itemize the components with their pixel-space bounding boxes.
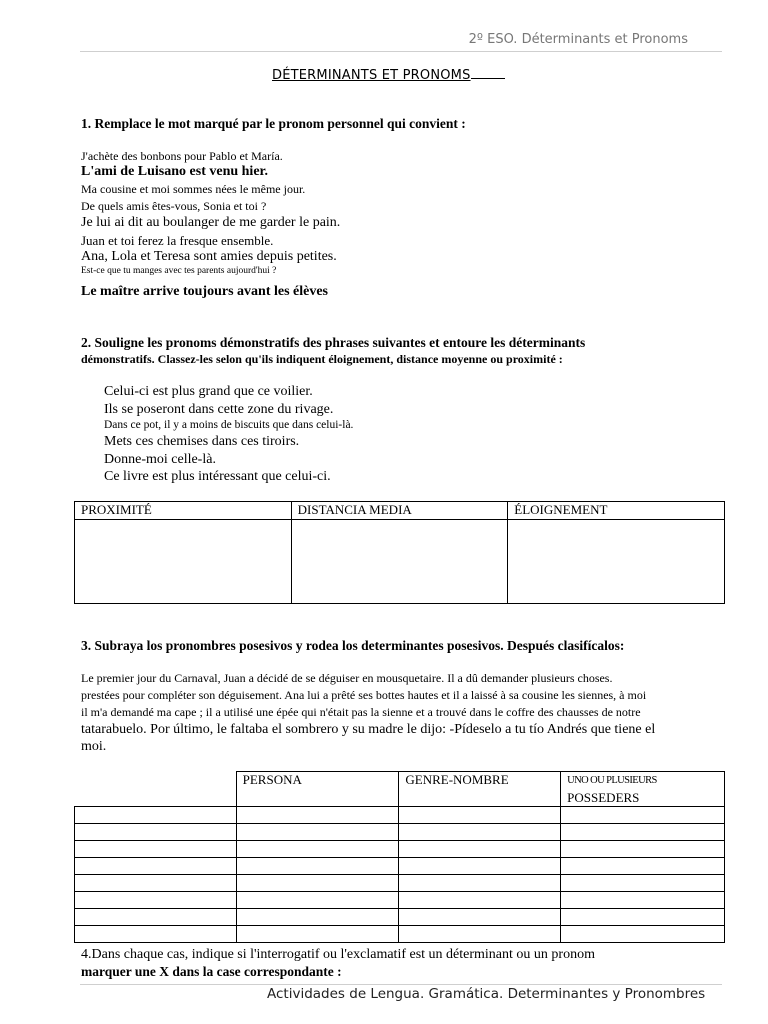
table-cell[interactable] bbox=[561, 926, 725, 943]
demonstratives-answer-row bbox=[75, 520, 725, 604]
table-cell[interactable] bbox=[399, 875, 561, 892]
s3-paragraph-line-3: il m'a demandé ma cape ; il a utilisé une épée qui n'était pas la sienne et a trouvé dans le coffre des chausses de notre bbox=[81, 705, 641, 719]
s1-sentence-7: Ana, Lola et Teresa sont amies depuis petites. bbox=[81, 249, 337, 264]
table-cell[interactable] bbox=[236, 892, 399, 909]
table-cell[interactable] bbox=[236, 807, 399, 824]
header-text: 2º ESO. Déterminants et Pronoms bbox=[468, 32, 688, 47]
table-cell[interactable] bbox=[561, 858, 725, 875]
table-cell[interactable] bbox=[236, 841, 399, 858]
s3-paragraph-line-5: moi. bbox=[81, 739, 107, 754]
title-underline bbox=[471, 67, 505, 79]
answer-cell-eloignement[interactable] bbox=[508, 520, 725, 604]
section2-question-cont: démonstratifs. Classez-les selon qu'ils indiquent éloignement, distance moyenne ou proximité : bbox=[81, 352, 563, 366]
table-cell[interactable] bbox=[75, 824, 237, 841]
demonstratives-header-row bbox=[75, 502, 725, 520]
s1-sentence-8: Est-ce que tu manges avec tes parents aujourd'hui ? bbox=[81, 266, 277, 276]
table-cell[interactable] bbox=[236, 858, 399, 875]
header-uno-ou-plusieurs bbox=[561, 772, 725, 807]
header-eloignement: ÉLOIGNEMENT bbox=[508, 502, 725, 520]
header-blank bbox=[75, 772, 237, 807]
s2-sentence-5: Donne-moi celle-là. bbox=[104, 452, 216, 467]
s1-sentence-5: Je lui ai dit au boulanger de me garder le pain. bbox=[81, 215, 341, 230]
table-cell[interactable] bbox=[561, 824, 725, 841]
table-cell[interactable] bbox=[75, 892, 237, 909]
header-persona: PERSONA bbox=[236, 772, 399, 807]
table-cell[interactable] bbox=[75, 875, 237, 892]
table-cell[interactable] bbox=[399, 824, 561, 841]
table-cell[interactable] bbox=[399, 841, 561, 858]
s1-sentence-9: Le maître arrive toujours avant les élèves bbox=[81, 284, 329, 299]
header-uno-ou-plusieurs-line2: POSSEDERS bbox=[567, 790, 640, 805]
s3-paragraph-line-1: Le premier jour du Carnaval, Juan a décidé de se déguiser en mousquetaire. Il a dû demander plusieurs choses. bbox=[81, 671, 613, 685]
s3-paragraph-line-2: prestées pour compléter son déguisement. Ana lui a prêté ses bottes hautes et il a laissé à sa cousine les siennes, à moi bbox=[81, 688, 647, 702]
table-cell[interactable] bbox=[75, 926, 237, 943]
table-row bbox=[75, 875, 725, 892]
table-cell[interactable] bbox=[236, 926, 399, 943]
header-proximite: PROXIMITÉ bbox=[75, 502, 292, 520]
table-row bbox=[75, 909, 725, 926]
section1-question: 1. Remplace le mot marqué par le pronom personnel qui convient : bbox=[81, 116, 466, 131]
table-row bbox=[75, 807, 725, 824]
header-distancia-media: DISTANCIA MEDIA bbox=[291, 502, 508, 520]
s2-sentence-1: Celui-ci est plus grand que ce voilier. bbox=[104, 384, 313, 399]
table-cell[interactable] bbox=[561, 892, 725, 909]
answer-cell-proximite[interactable] bbox=[75, 520, 292, 604]
s1-sentence-1: J'achète des bonbons pour Pablo et María. bbox=[81, 149, 283, 163]
s1-sentence-2: L'ami de Luisano est venu hier. bbox=[81, 164, 268, 179]
section4-instruction: marquer une X dans la case correspondante : bbox=[81, 964, 342, 979]
table-cell[interactable] bbox=[399, 892, 561, 909]
table-cell[interactable] bbox=[399, 926, 561, 943]
s2-sentence-3: Dans ce pot, il y a moins de biscuits que dans celui-là. bbox=[104, 419, 354, 431]
s2-sentence-4: Mets ces chemises dans ces tiroirs. bbox=[104, 434, 300, 449]
table-row bbox=[75, 824, 725, 841]
table-cell[interactable] bbox=[399, 858, 561, 875]
table-row bbox=[75, 841, 725, 858]
table-cell[interactable] bbox=[561, 909, 725, 926]
section2-question: 2. Souligne les pronoms démonstratifs des phrases suivantes et entoure les déterminants bbox=[81, 335, 586, 350]
table-cell[interactable] bbox=[399, 807, 561, 824]
table-cell[interactable] bbox=[75, 909, 237, 926]
s2-sentence-6: Ce livre est plus intéressant que celui-ci. bbox=[104, 469, 331, 484]
table-cell[interactable] bbox=[561, 807, 725, 824]
table-cell[interactable] bbox=[561, 841, 725, 858]
page-title bbox=[272, 67, 505, 83]
table-cell[interactable] bbox=[561, 875, 725, 892]
table-cell[interactable] bbox=[236, 909, 399, 926]
header-uno-ou-plusieurs-line1: UNO OU PLUSIEURS bbox=[567, 775, 657, 786]
section4-question: 4.Dans chaque cas, indique si l'interrogatif ou l'exclamatif est un déterminant ou un pronom bbox=[81, 947, 595, 962]
section3-question: 3. Subraya los pronombres posesivos y rodea los determinantes posesivos. Después clasifícalos: bbox=[81, 638, 625, 653]
table-cell[interactable] bbox=[399, 909, 561, 926]
demonstratives-table bbox=[74, 501, 725, 604]
table-row bbox=[75, 892, 725, 909]
table-row bbox=[75, 926, 725, 943]
footer-divider bbox=[80, 984, 722, 985]
table-cell[interactable] bbox=[236, 875, 399, 892]
table-cell[interactable] bbox=[75, 858, 237, 875]
s1-sentence-3: Ma cousine et moi sommes nées le même jour. bbox=[81, 182, 306, 196]
table-cell[interactable] bbox=[75, 841, 237, 858]
table-cell[interactable] bbox=[75, 807, 237, 824]
possessives-header-row bbox=[75, 772, 725, 807]
possessives-table bbox=[74, 771, 725, 943]
s1-sentence-4: De quels amis êtes-vous, Sonia et toi ? bbox=[81, 199, 267, 213]
s3-paragraph-line-4: tatarabuelo. Por último, le faltaba el sombrero y su madre le dijo: -Pídeselo a tu tío Andrés que tiene el bbox=[81, 722, 656, 737]
answer-cell-distancia-media[interactable] bbox=[291, 520, 508, 604]
page-header bbox=[80, 30, 722, 52]
s2-sentence-2: Ils se poseront dans cette zone du rivage. bbox=[104, 402, 334, 417]
header-genre-nombre: GENRE-NOMBRE bbox=[399, 772, 561, 807]
title-text: DÉTERMINANTS ET PRONOMS bbox=[272, 68, 471, 83]
table-row bbox=[75, 858, 725, 875]
table-cell[interactable] bbox=[236, 824, 399, 841]
s1-sentence-6: Juan et toi ferez la fresque ensemble. bbox=[81, 233, 274, 248]
page-footer: Actividades de Lengua. Gramática. Determinantes y Pronombres bbox=[267, 986, 706, 1002]
